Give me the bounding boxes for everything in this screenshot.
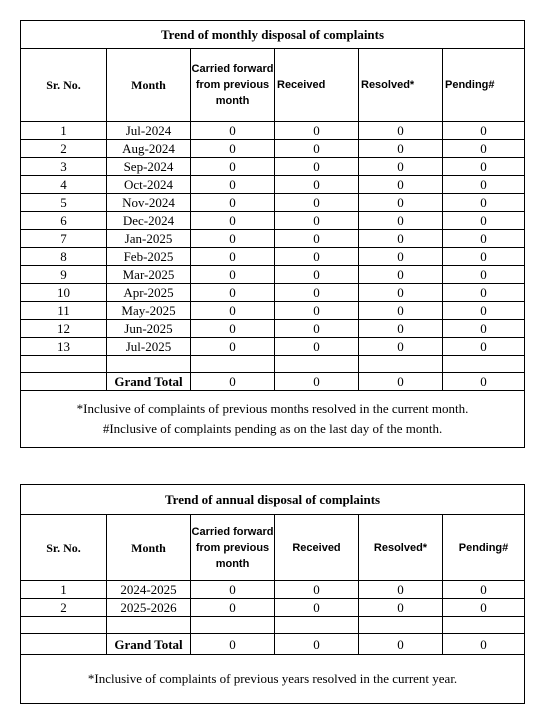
cell-month: May-2025 [107,302,191,320]
grand-total-label: Grand Total [107,373,191,391]
annual-disposal-table [20,484,525,704]
cell-carried: 0 [191,320,275,338]
cell-carried: 0 [191,338,275,356]
cell-sr: 10 [21,284,107,302]
table-row [21,230,525,248]
header-month: Month [107,515,191,581]
table-row [21,284,525,302]
cell-month: Aug-2024 [107,140,191,158]
cell-pending: 0 [443,158,525,176]
table-row [21,212,525,230]
cell-carried: 0 [191,230,275,248]
blank-cell [275,617,359,634]
cell-pending: 0 [443,338,525,356]
cell-pending: 0 [443,581,525,599]
table-row [21,122,525,140]
cell-resolved: 0 [359,176,443,194]
blank-cell [107,617,191,634]
monthly-notes [21,391,525,448]
cell-pending: 0 [443,248,525,266]
cell-resolved: 0 [359,302,443,320]
cell-sr: 3 [21,158,107,176]
cell-sr: 11 [21,302,107,320]
cell-received: 0 [275,320,359,338]
cell-pending: 0 [443,266,525,284]
cell-received: 0 [275,122,359,140]
table-row [21,248,525,266]
blank-cell [191,617,275,634]
cell-sr: 9 [21,266,107,284]
cell-received: 0 [275,176,359,194]
cell-resolved: 0 [359,599,443,617]
cell-carried: 0 [191,581,275,599]
blank-cell [443,617,525,634]
total-received: 0 [275,634,359,655]
cell-resolved: 0 [359,248,443,266]
total-received: 0 [275,373,359,391]
grand-total-label: Grand Total [107,634,191,655]
total-carried: 0 [191,373,275,391]
table-row [21,320,525,338]
cell-received: 0 [275,248,359,266]
table-row [21,176,525,194]
blank-cell [21,617,107,634]
cell-month: Jul-2025 [107,338,191,356]
cell-resolved: 0 [359,230,443,248]
note-pending: #Inclusive of complaints pending as on the last day of the month. [102,421,443,436]
header-carried-forward: Carried forward from previous month [191,49,275,122]
annual-table-title: Trend of annual disposal of complaints [21,485,525,515]
header-sr-no: Sr. No. [21,49,107,122]
annual-table-body [21,581,525,617]
cell-pending: 0 [443,302,525,320]
cell-resolved: 0 [359,122,443,140]
cell-received: 0 [275,338,359,356]
header-received: Received [275,515,359,581]
header-resolved: Resolved* [359,515,443,581]
note-resolved: *Inclusive of complaints of previous months resolved in the current month. [76,401,469,416]
cell-sr: 5 [21,194,107,212]
blank-cell [275,356,359,373]
cell-sr: 4 [21,176,107,194]
cell-carried: 0 [191,140,275,158]
cell-month: Dec-2024 [107,212,191,230]
cell-sr: 2 [21,599,107,617]
total-resolved: 0 [359,373,443,391]
cell-month: Jun-2025 [107,320,191,338]
cell-received: 0 [275,599,359,617]
cell-pending: 0 [443,176,525,194]
cell-received: 0 [275,230,359,248]
blank-cell [359,356,443,373]
cell-month: Oct-2024 [107,176,191,194]
blank-cell [21,356,107,373]
cell-carried: 0 [191,158,275,176]
cell-carried: 0 [191,176,275,194]
cell-sr: 7 [21,230,107,248]
monthly-grand-total-row [21,373,525,391]
cell-carried: 0 [191,284,275,302]
total-pending: 0 [443,373,525,391]
table-row [21,599,525,617]
total-resolved: 0 [359,634,443,655]
table-row [21,266,525,284]
cell-resolved: 0 [359,266,443,284]
cell-resolved: 0 [359,158,443,176]
table-row [21,338,525,356]
cell-received: 0 [275,302,359,320]
cell-sr: 2 [21,140,107,158]
cell-sr: 6 [21,212,107,230]
cell-carried: 0 [191,302,275,320]
cell-resolved: 0 [359,194,443,212]
cell-received: 0 [275,581,359,599]
cell-month: Nov-2024 [107,194,191,212]
cell-received: 0 [275,266,359,284]
header-sr-no: Sr. No. [21,515,107,581]
cell-carried: 0 [191,194,275,212]
cell-resolved: 0 [359,140,443,158]
cell-resolved: 0 [359,338,443,356]
header-resolved: Resolved* [359,49,443,122]
cell-pending: 0 [443,284,525,302]
cell-resolved: 0 [359,212,443,230]
header-pending: Pending# [443,515,525,581]
cell-sr: 1 [21,581,107,599]
cell-sr: 8 [21,248,107,266]
cell-month: Feb-2025 [107,248,191,266]
cell-carried: 0 [191,599,275,617]
cell-pending: 0 [443,320,525,338]
annual-notes [21,655,525,704]
cell-sr: 12 [21,320,107,338]
total-carried: 0 [191,634,275,655]
monthly-table-title: Trend of monthly disposal of complaints [21,21,525,49]
annual-grand-total-row [21,634,525,655]
cell-month: 2025-2026 [107,599,191,617]
cell-resolved: 0 [359,284,443,302]
header-received: Received [275,49,359,122]
monthly-table-body [21,122,525,356]
header-month: Month [107,49,191,122]
cell-carried: 0 [191,212,275,230]
cell-resolved: 0 [359,581,443,599]
cell-received: 0 [275,158,359,176]
total-pending: 0 [443,634,525,655]
table-row [21,140,525,158]
cell-month: Jan-2025 [107,230,191,248]
table-row [21,194,525,212]
cell-carried: 0 [191,266,275,284]
cell-carried: 0 [191,122,275,140]
cell-pending: 0 [443,122,525,140]
cell-month: Mar-2025 [107,266,191,284]
cell-sr: 13 [21,338,107,356]
note-resolved: *Inclusive of complaints of previous years resolved in the current year. [87,671,458,686]
cell-carried: 0 [191,248,275,266]
blank-cell [191,356,275,373]
cell-received: 0 [275,284,359,302]
blank-cell [443,356,525,373]
cell-resolved: 0 [359,320,443,338]
cell-pending: 0 [443,599,525,617]
total-blank-cell [21,634,107,655]
cell-pending: 0 [443,230,525,248]
header-pending: Pending# [443,49,525,122]
cell-sr: 1 [21,122,107,140]
header-carried-forward: Carried forward from previous month [191,515,275,581]
cell-month: Sep-2024 [107,158,191,176]
cell-month: Apr-2025 [107,284,191,302]
monthly-disposal-table [20,20,525,448]
blank-cell [107,356,191,373]
cell-received: 0 [275,140,359,158]
table-row [21,158,525,176]
cell-pending: 0 [443,140,525,158]
cell-received: 0 [275,194,359,212]
cell-month: Jul-2024 [107,122,191,140]
cell-received: 0 [275,212,359,230]
blank-cell [359,617,443,634]
cell-pending: 0 [443,194,525,212]
cell-month: 2024-2025 [107,581,191,599]
table-row [21,302,525,320]
total-blank-cell [21,373,107,391]
cell-pending: 0 [443,212,525,230]
table-row [21,581,525,599]
